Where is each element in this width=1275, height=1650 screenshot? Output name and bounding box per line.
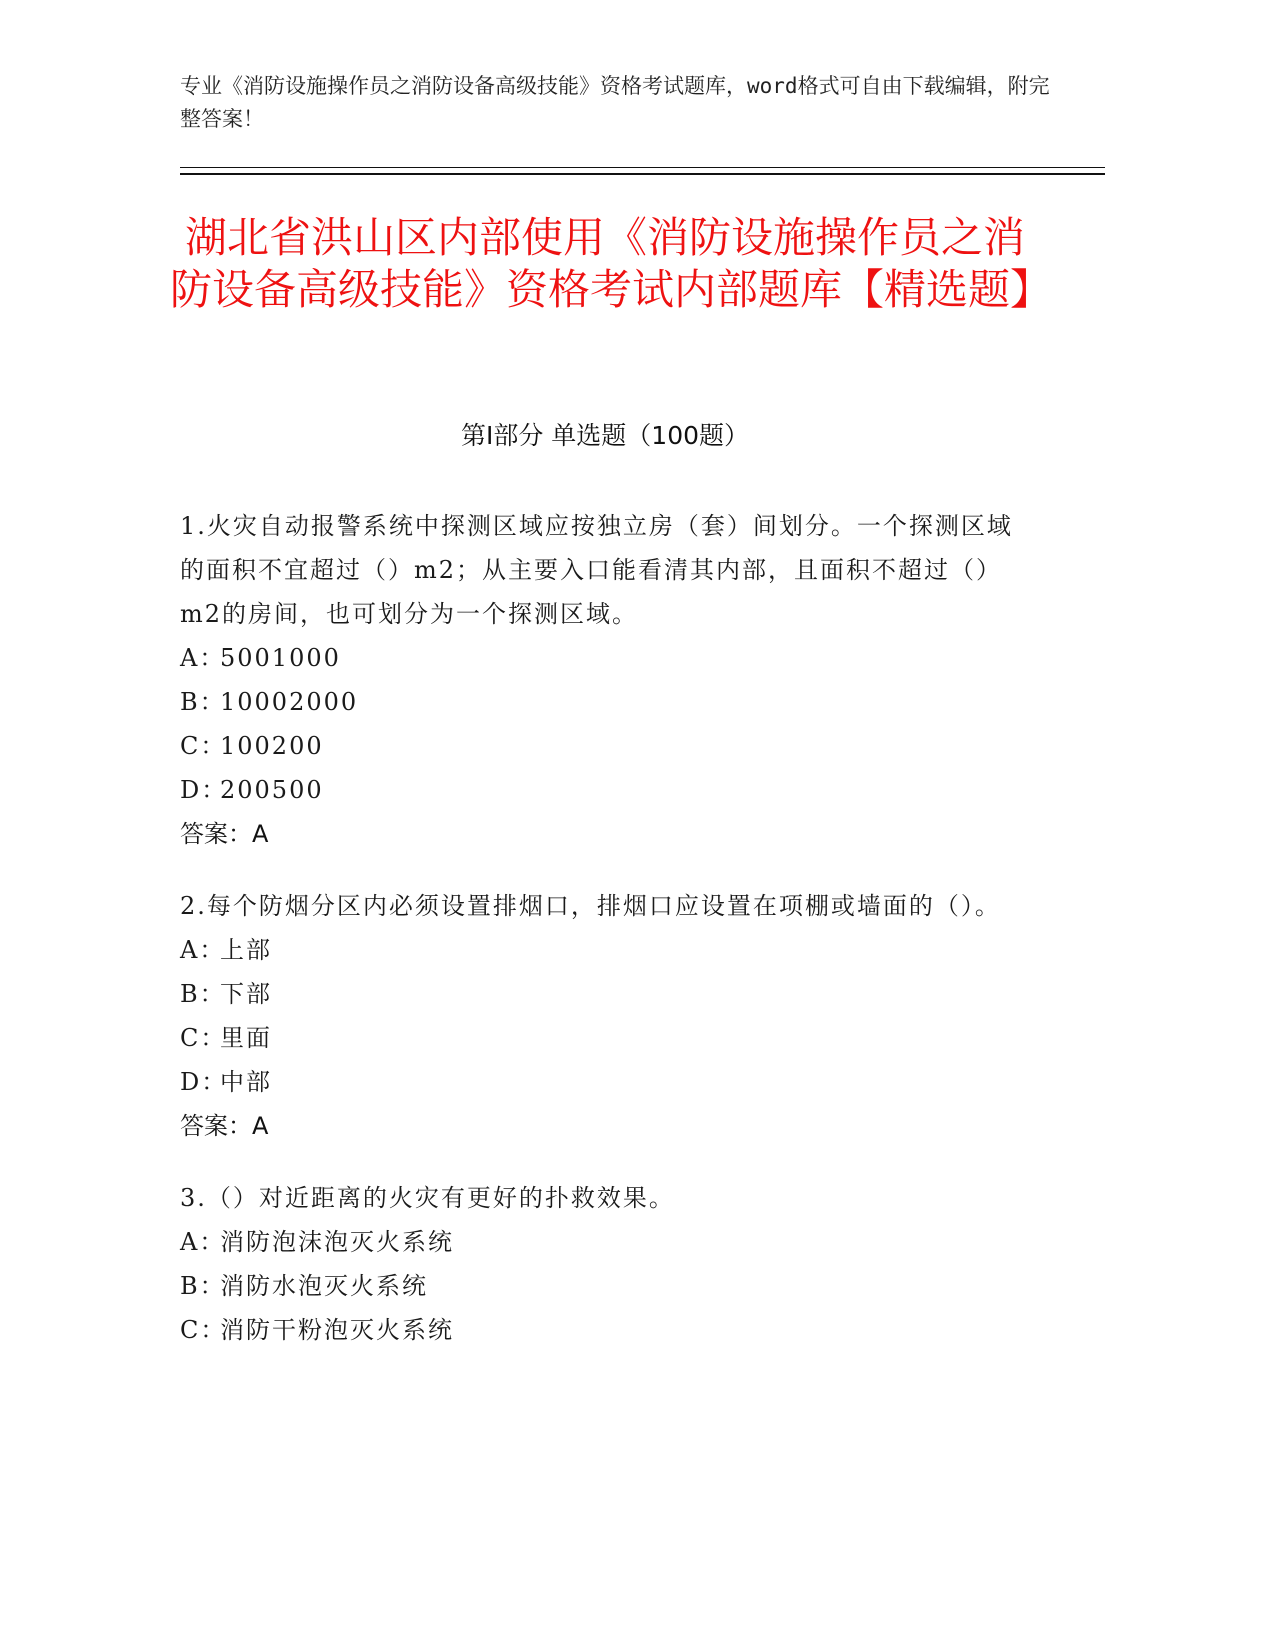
option-d bbox=[180, 1060, 1025, 1104]
option-value: 100200 bbox=[220, 732, 324, 760]
option-key: D： bbox=[180, 1068, 228, 1096]
option-value: 消防干粉泡灭火系统 bbox=[220, 1316, 454, 1344]
option-key: A： bbox=[180, 644, 226, 672]
question-text: 3.（）对近距离的火灾有更好的扑救效果。 bbox=[180, 1184, 675, 1212]
option-d bbox=[180, 768, 1025, 812]
answer: 答案：A bbox=[180, 820, 269, 848]
header-divider-thick bbox=[180, 173, 1105, 175]
option-key: C： bbox=[180, 1024, 227, 1052]
question-text: 2.每个防烟分区内必须设置排烟口，排烟口应设置在项棚或墙面的（）。 bbox=[180, 892, 1001, 920]
option-key: C： bbox=[180, 732, 227, 760]
header-divider-thin bbox=[180, 167, 1105, 168]
question-list bbox=[180, 504, 1025, 1380]
option-a bbox=[180, 928, 1025, 972]
option-key: A： bbox=[180, 936, 226, 964]
option-value: 5001000 bbox=[220, 644, 341, 672]
option-a bbox=[180, 636, 1025, 680]
question-text: 1.火灾自动报警系统中探测区域应按独立房（套）间划分。一个探测区域的面积不宜超过（）m2；从主要入口能看清其内部，且面积不超过（）m2的房间，也可划分为一个探测区域。 bbox=[180, 512, 1013, 628]
header-note: 专业《消防设施操作员之消防设备高级技能》资格考试题库，word格式可自由下载编辑，附完整答案！ bbox=[180, 74, 1050, 131]
option-c bbox=[180, 1016, 1025, 1060]
option-c bbox=[180, 724, 1025, 768]
option-value: 下部 bbox=[220, 980, 272, 1008]
option-key: B： bbox=[180, 1272, 226, 1300]
option-value: 上部 bbox=[220, 936, 272, 964]
option-value: 10002000 bbox=[220, 688, 359, 716]
option-value: 消防水泡灭火系统 bbox=[220, 1272, 428, 1300]
option-key: D： bbox=[180, 776, 228, 804]
question-2 bbox=[180, 884, 1025, 1148]
option-value: 消防泡沫泡灭火系统 bbox=[220, 1228, 454, 1256]
question-3 bbox=[180, 1176, 1025, 1352]
option-b bbox=[180, 972, 1025, 1016]
question-1 bbox=[180, 504, 1025, 856]
option-value: 200500 bbox=[220, 776, 324, 804]
option-c bbox=[180, 1308, 1025, 1352]
document-title: 湖北省洪山区内部使用《消防设施操作员之消防设备高级技能》资格考试内部题库【精选题】 bbox=[170, 213, 1053, 314]
option-value: 中部 bbox=[220, 1068, 272, 1096]
option-b bbox=[180, 1264, 1025, 1308]
option-value: 里面 bbox=[220, 1024, 272, 1052]
option-key: B： bbox=[180, 688, 226, 716]
option-b bbox=[180, 680, 1025, 724]
option-a bbox=[180, 1220, 1025, 1264]
option-key: B： bbox=[180, 980, 226, 1008]
option-key: A： bbox=[180, 1228, 226, 1256]
section-title: 第I部分 单选题（100题） bbox=[460, 421, 750, 450]
answer: 答案：A bbox=[180, 1112, 269, 1140]
option-key: C： bbox=[180, 1316, 227, 1344]
